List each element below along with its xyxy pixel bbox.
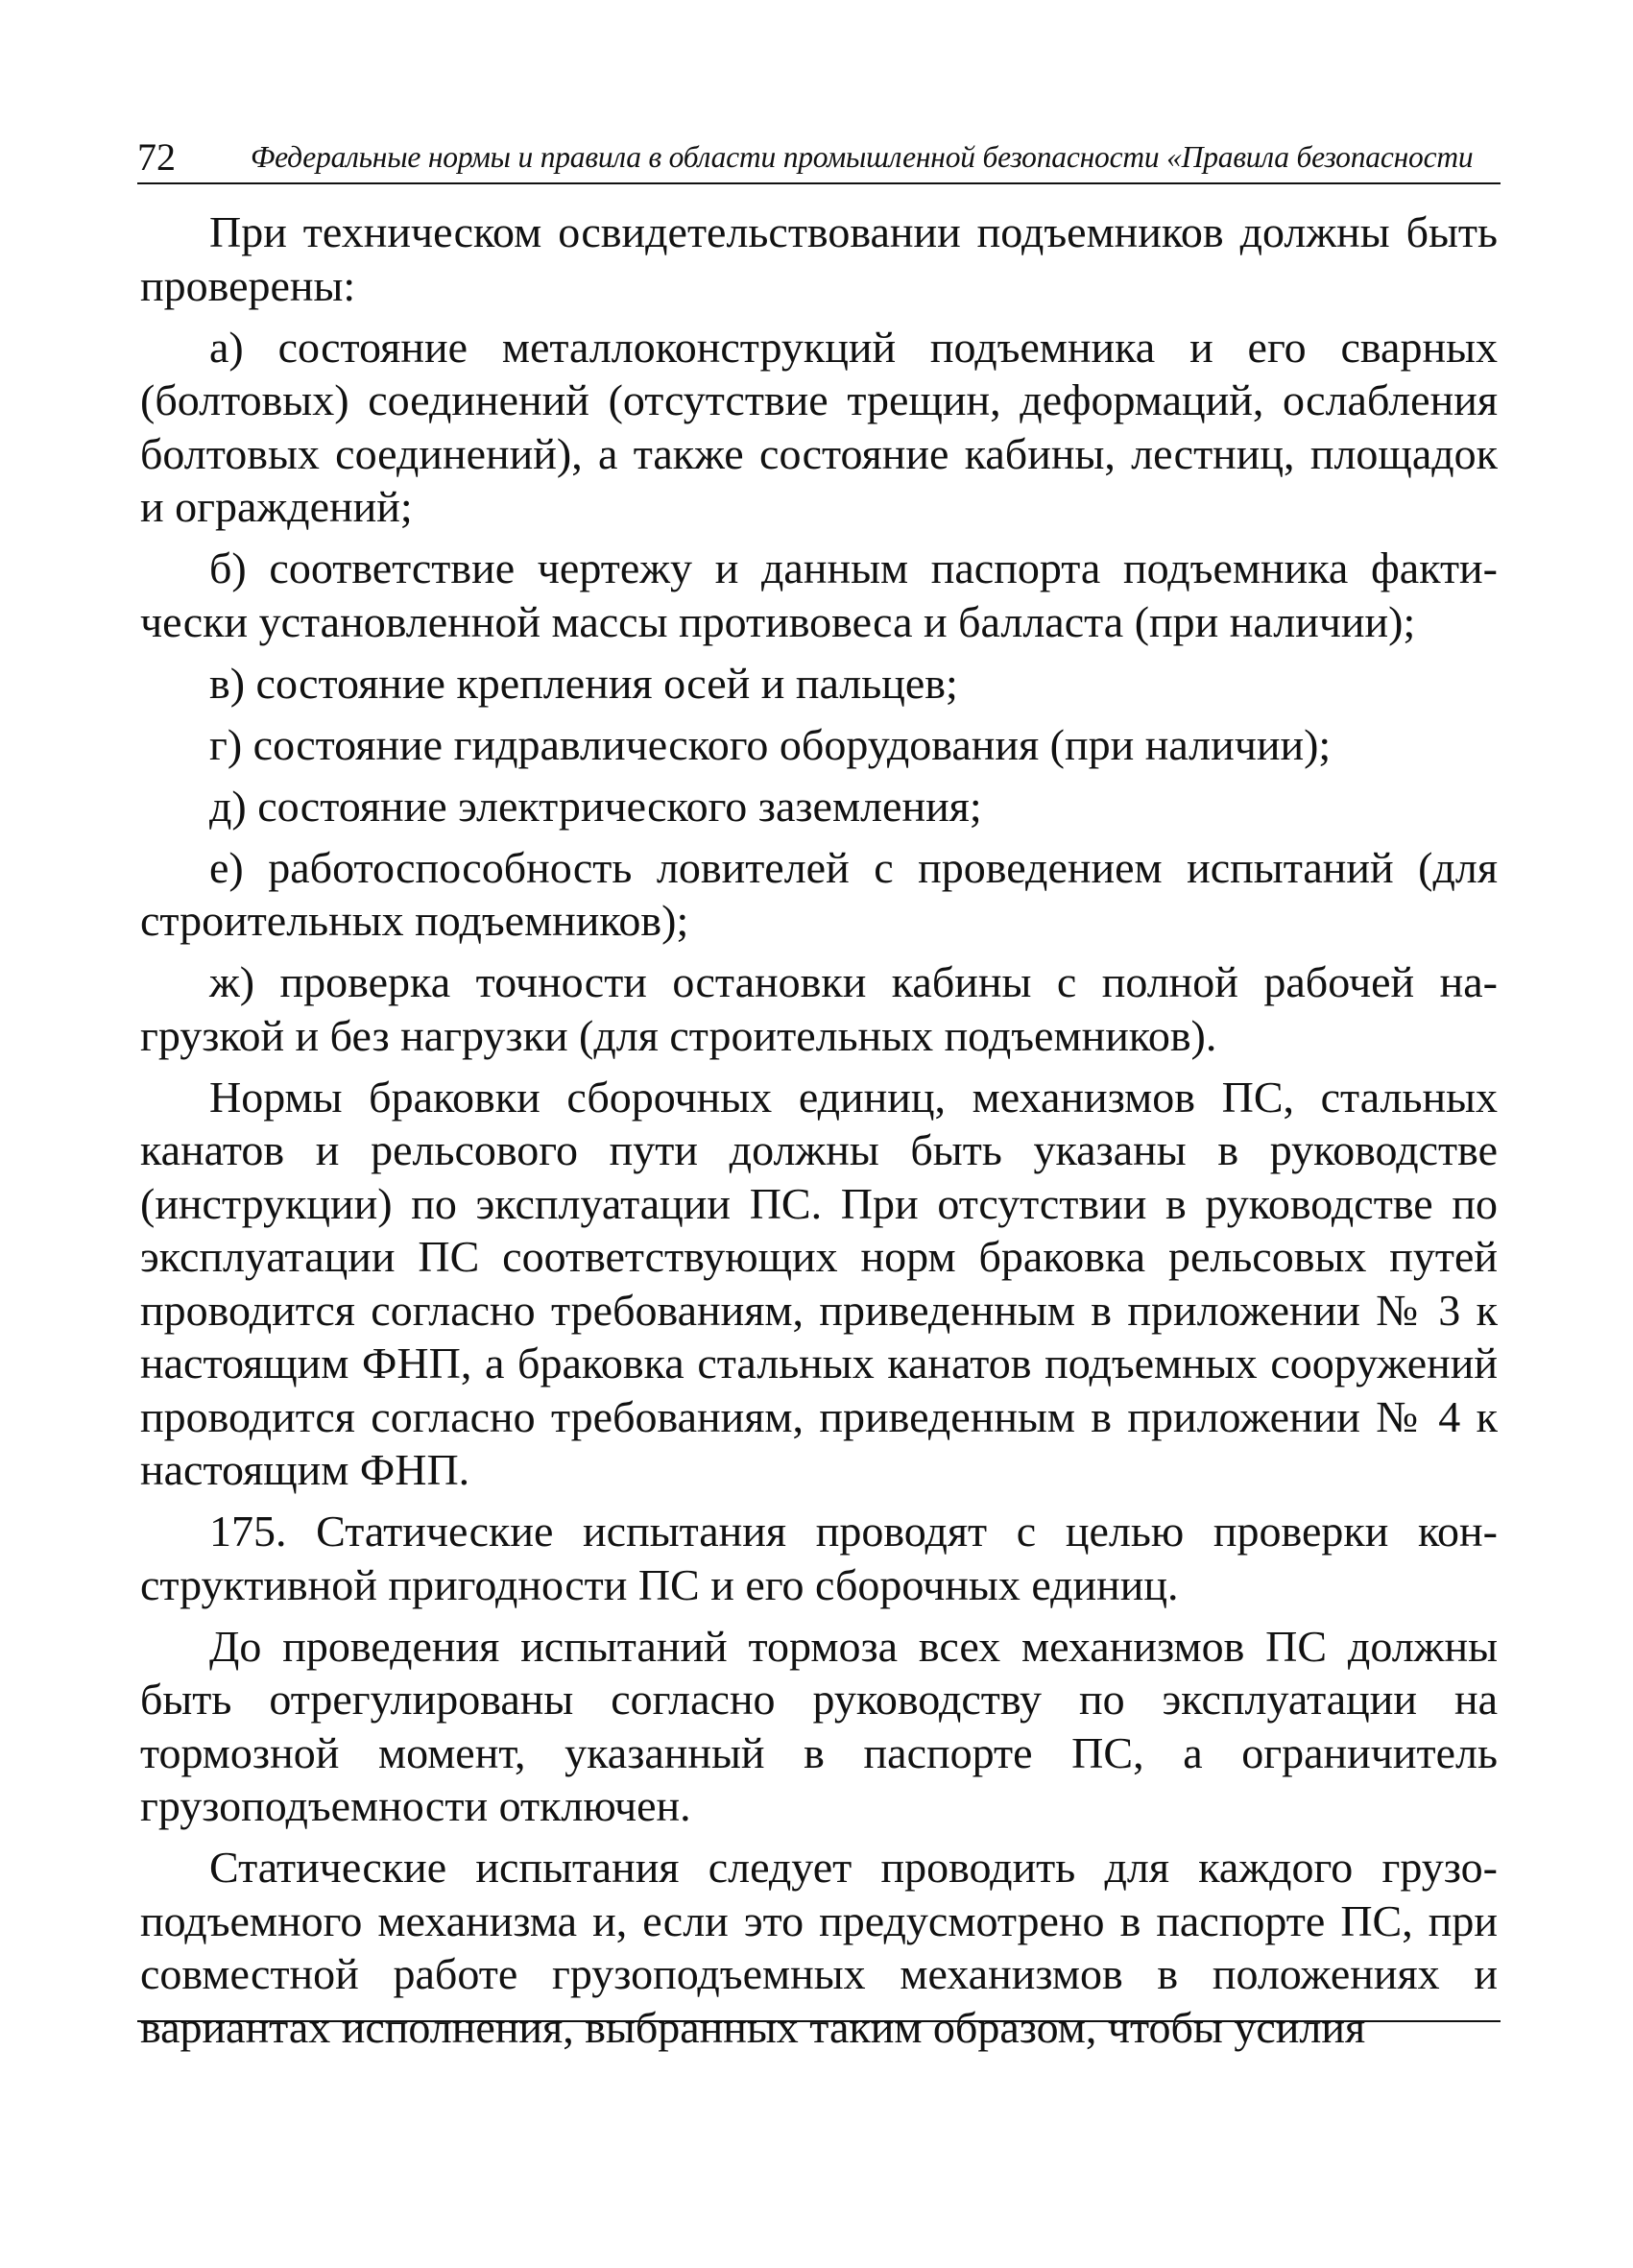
running-title: Федеральные нормы и правила в области промышленной безопасности «Правила безопасности — [251, 140, 1474, 174]
paragraph-brakes: До проведения испытаний тормоза всех механизмов ПС должны быть отрегулированы согласно руководству по эксплуатации на тормозной момент, указанный в паспорте ПС, а ограничитель грузоподъемности отключен. — [140, 1621, 1498, 1830]
page-header — [137, 133, 1501, 184]
page-number: 72 — [137, 135, 176, 179]
paragraph-175: 175. Статические испытания проводят с целью проверки конструктивной пригодности ПС и его сборочных единиц. — [140, 1507, 1498, 1609]
list-item-v: в) состояние крепления осей и пальцев; — [209, 658, 958, 708]
list-item-zh: ж) проверка точности остановки кабины с полной рабочей нагрузкой и без нагрузки (для строительных подъемников). — [140, 957, 1498, 1060]
list-item-b: б) соответствие чертежу и данным паспорта подъемника фактически установленной массы противовеса и балласта (при наличии); — [140, 543, 1498, 646]
list-item-g: г) состояние гидравлического оборудования (при наличии); — [209, 719, 1332, 769]
paragraph-rejection-norms: Нормы браковки сборочных единиц, механизмов ПС, стальных канатов и рельсового пути должны быть указаны в руководстве (инструкции) по эксплуатации ПС. При отсутствии в руководстве по эксплуатации ПС соответствующих норм браковка рельсовых путей проводится согласно требованиям, приведенным в приложении № 3 к настоящим ФНП, а браковка стальных канатов подъемных сооружений проводится согласно требованиям, приведенным в приложении № 4 к настоящим ФНП. — [140, 1072, 1498, 1494]
paragraph-intro: При техническом освидетельствовании подъемников должны быть проверены: — [140, 207, 1498, 310]
paragraph-static-tests: Статические испытания следует проводить для каждого грузоподъемного механизма и, если это предусмотрено в паспорте ПС, при совместной работе грузоподъемных механизмов в положениях и вариантах исполнения, выбранных таким образом, чтобы усилия — [140, 1843, 1498, 2052]
list-item-e: е) работоспособность ловителей с проведением испытаний (для строительных подъемников); — [140, 842, 1498, 945]
list-item-d: д) состояние электрического заземления; — [209, 781, 982, 831]
body-text — [140, 205, 1498, 2063]
list-item-a: а) состояние металлоконструкций подъемника и его сварных (болтовых) соединений (отсутствие трещин, деформаций, ослабления болтовых соединений), а также состояние кабины, лестниц, площадок и ограждений; — [140, 322, 1498, 531]
footer-rule — [137, 2020, 1501, 2022]
